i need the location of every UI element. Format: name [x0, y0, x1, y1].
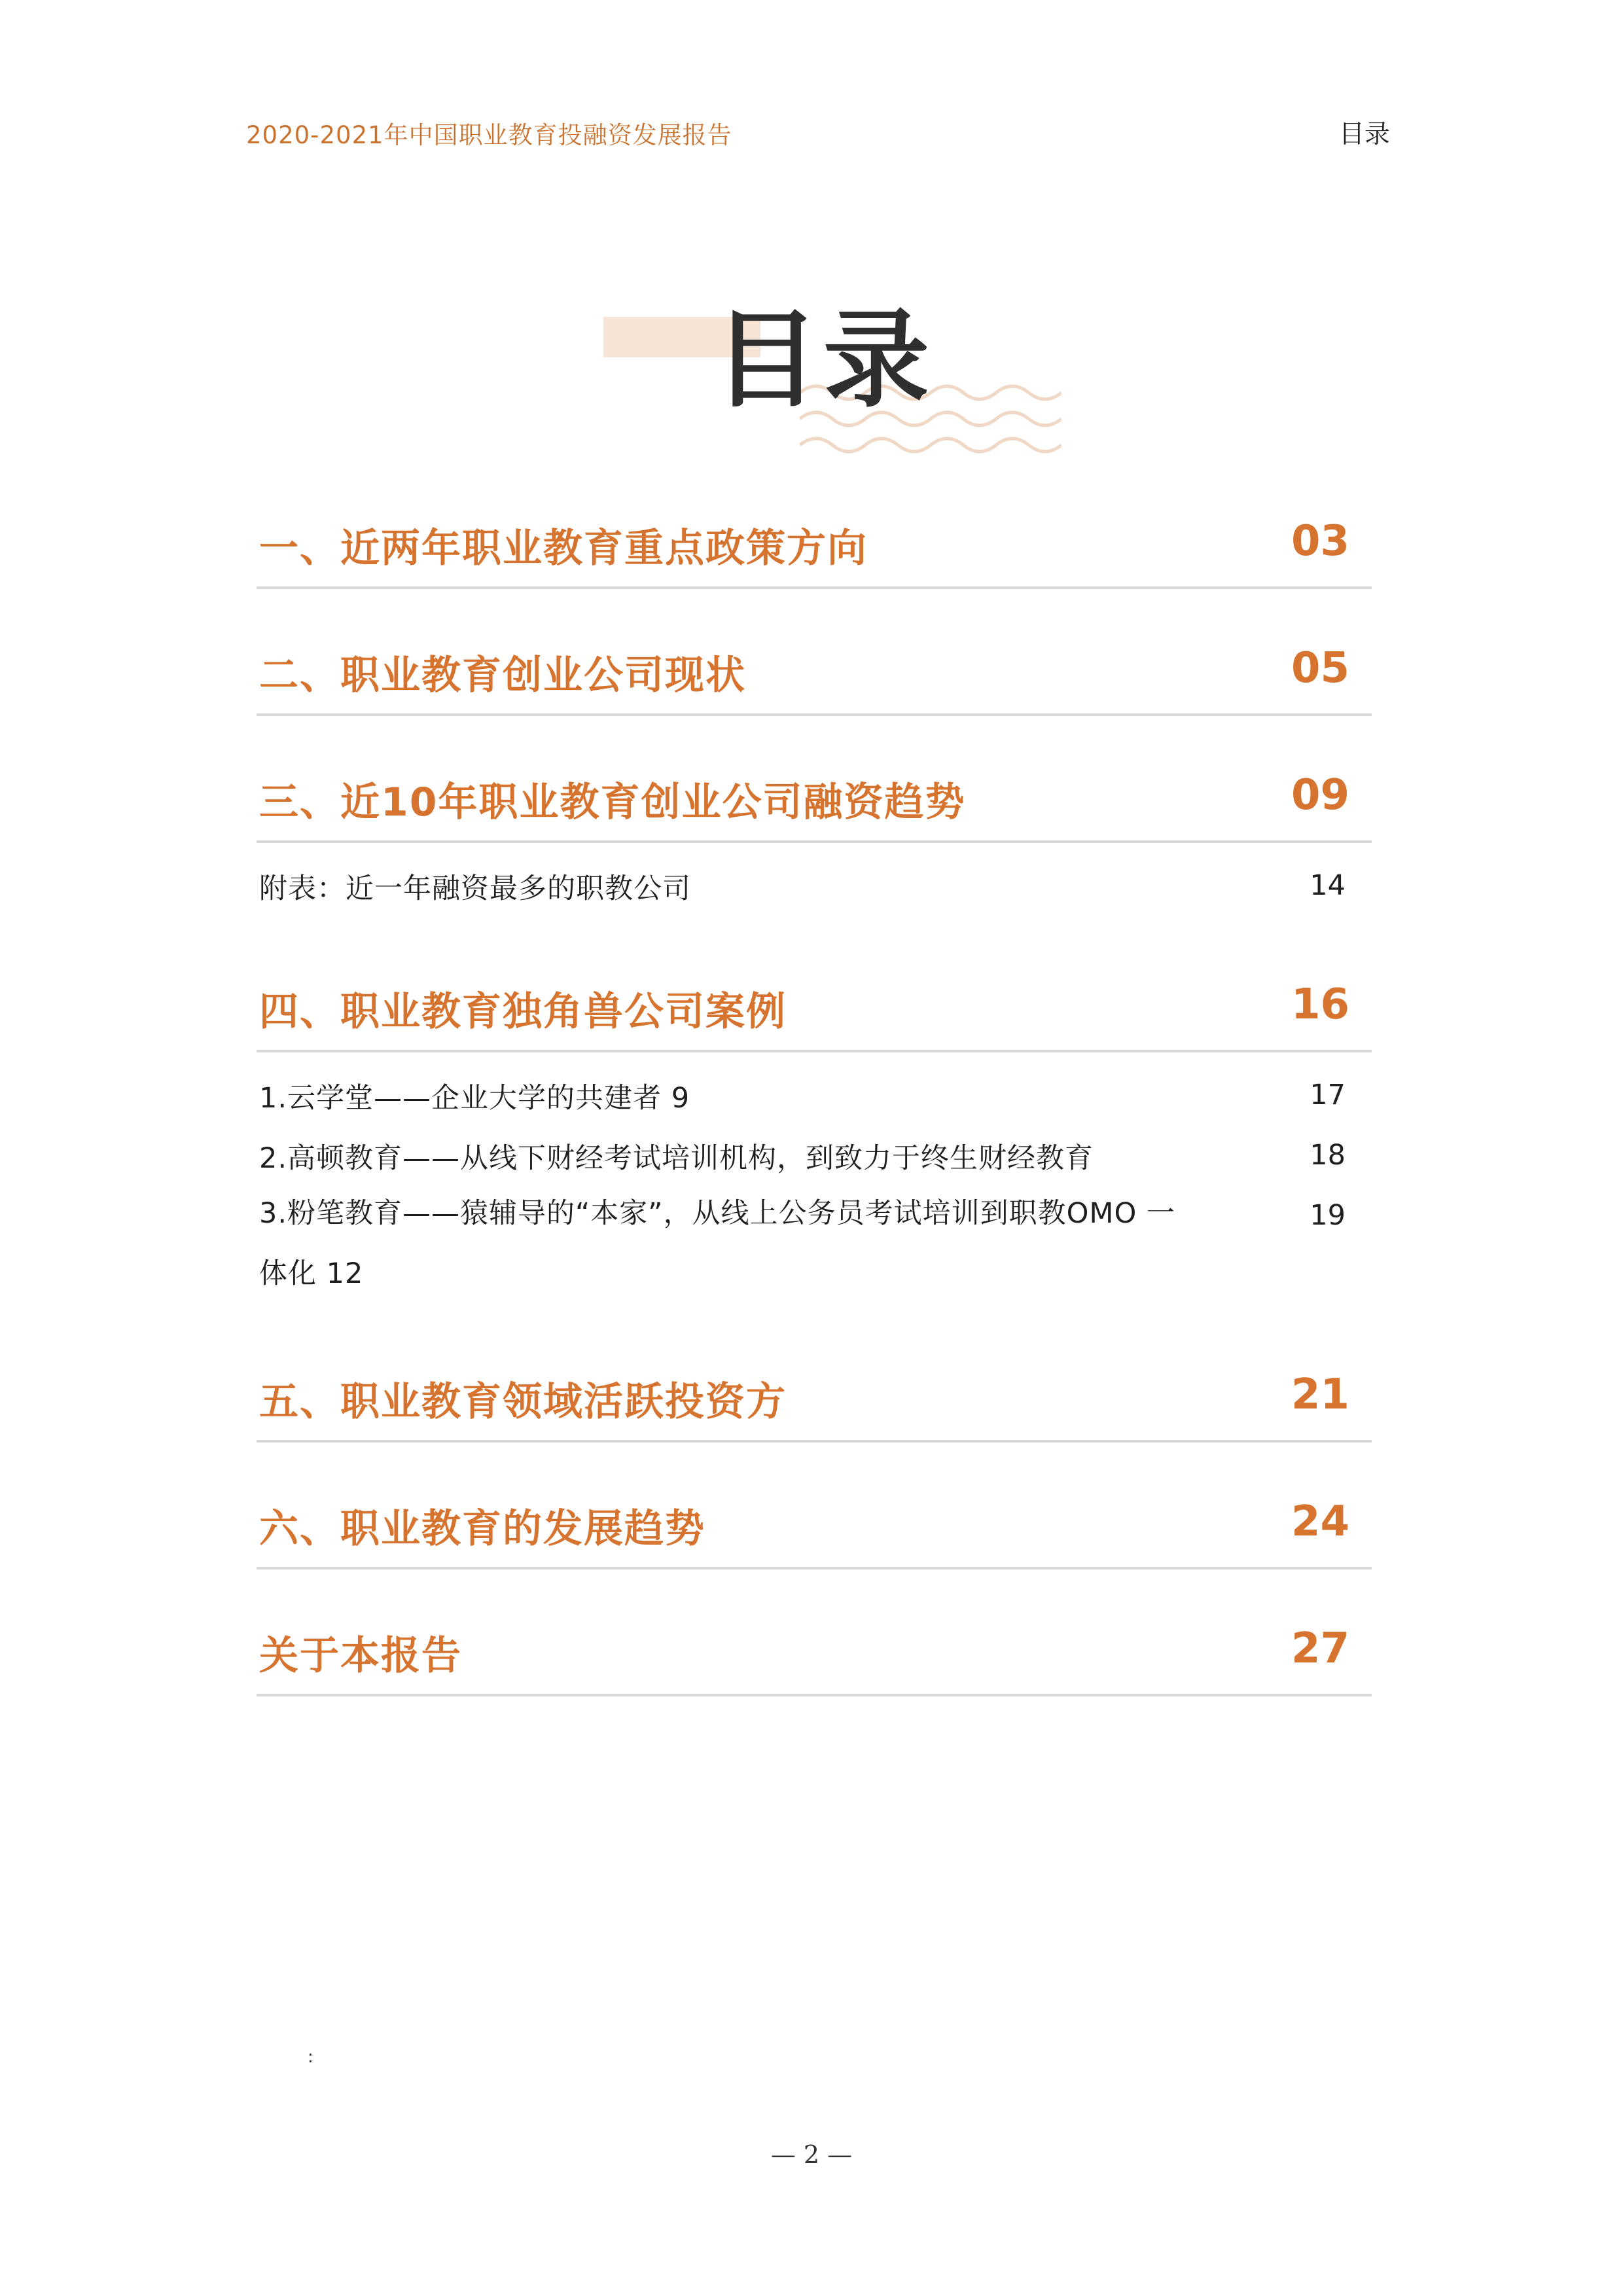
toc-entry-page: 03 [1291, 517, 1349, 565]
toc-entry-page: 09 [1291, 771, 1349, 819]
toc-subentry-case-1[interactable] [257, 1071, 1372, 1131]
toc-entry-label: 一、近两年职业教育重点政策方向 [259, 526, 868, 571]
table-of-contents [257, 497, 1372, 1732]
toc-subentry-label: 3.粉笔教育——猿辅导的“本家”，从线上公务员考试培训到职教OMO 一体化 12 [259, 1197, 1176, 1290]
toc-subentry-page: 18 [1310, 1139, 1346, 1172]
toc-subentry-case-3[interactable] [257, 1191, 1372, 1312]
toc-subentry-case-2[interactable] [257, 1131, 1372, 1191]
toc-subentry-appendix[interactable] [257, 861, 1372, 922]
page-number-footer: — 2 — [770, 2140, 853, 2169]
toc-entry-section-5[interactable] [257, 1351, 1372, 1443]
stray-colon-mark: : [308, 2047, 313, 2067]
toc-entry-label: 五、职业教育领域活跃投资方 [259, 1379, 787, 1425]
toc-entry-label: 四、职业教育独角兽公司案例 [259, 989, 787, 1035]
toc-entry-page: 16 [1291, 980, 1349, 1029]
toc-subentry-page: 14 [1310, 869, 1346, 902]
page-title: 目录 [713, 299, 933, 422]
toc-subentries-section-4 [257, 1071, 1372, 1312]
report-title-header: 2020-2021年中国职业教育投融资发展报告 [246, 121, 732, 149]
toc-entry-section-2[interactable] [257, 624, 1372, 716]
toc-entry-page: 21 [1291, 1371, 1349, 1419]
toc-subentry-label: 1.云学堂——企业大学的共建者 9 [259, 1082, 690, 1115]
toc-entry-section-6[interactable] [257, 1478, 1372, 1570]
toc-subentry-label: 2.高顿教育——从线下财经考试培训机构，到致力于终生财经教育 [259, 1142, 1094, 1175]
section-name-header: 目录 [1338, 120, 1390, 149]
toc-entry-section-4[interactable] [257, 961, 1372, 1052]
toc-entry-page: 24 [1291, 1498, 1349, 1546]
toc-subentry-page: 17 [1310, 1079, 1346, 1111]
toc-entry-section-3[interactable] [257, 751, 1372, 843]
toc-entry-section-1[interactable] [257, 497, 1372, 589]
toc-subentries-section-3 [257, 861, 1372, 922]
toc-entry-about-report[interactable] [257, 1605, 1372, 1696]
toc-entry-page: 27 [1291, 1624, 1349, 1673]
toc-entry-page: 05 [1291, 644, 1349, 692]
toc-subentry-label: 附表：近一年融资最多的职教公司 [259, 872, 691, 905]
toc-entry-label: 关于本报告 [259, 1633, 462, 1679]
toc-entry-label: 六、职业教育的发展趋势 [259, 1506, 705, 1552]
toc-entry-label: 二、职业教育创业公司现状 [259, 653, 746, 698]
toc-subentry-page: 19 [1310, 1199, 1346, 1232]
toc-entry-label: 三、近10年职业教育创业公司融资趋势 [259, 780, 966, 825]
